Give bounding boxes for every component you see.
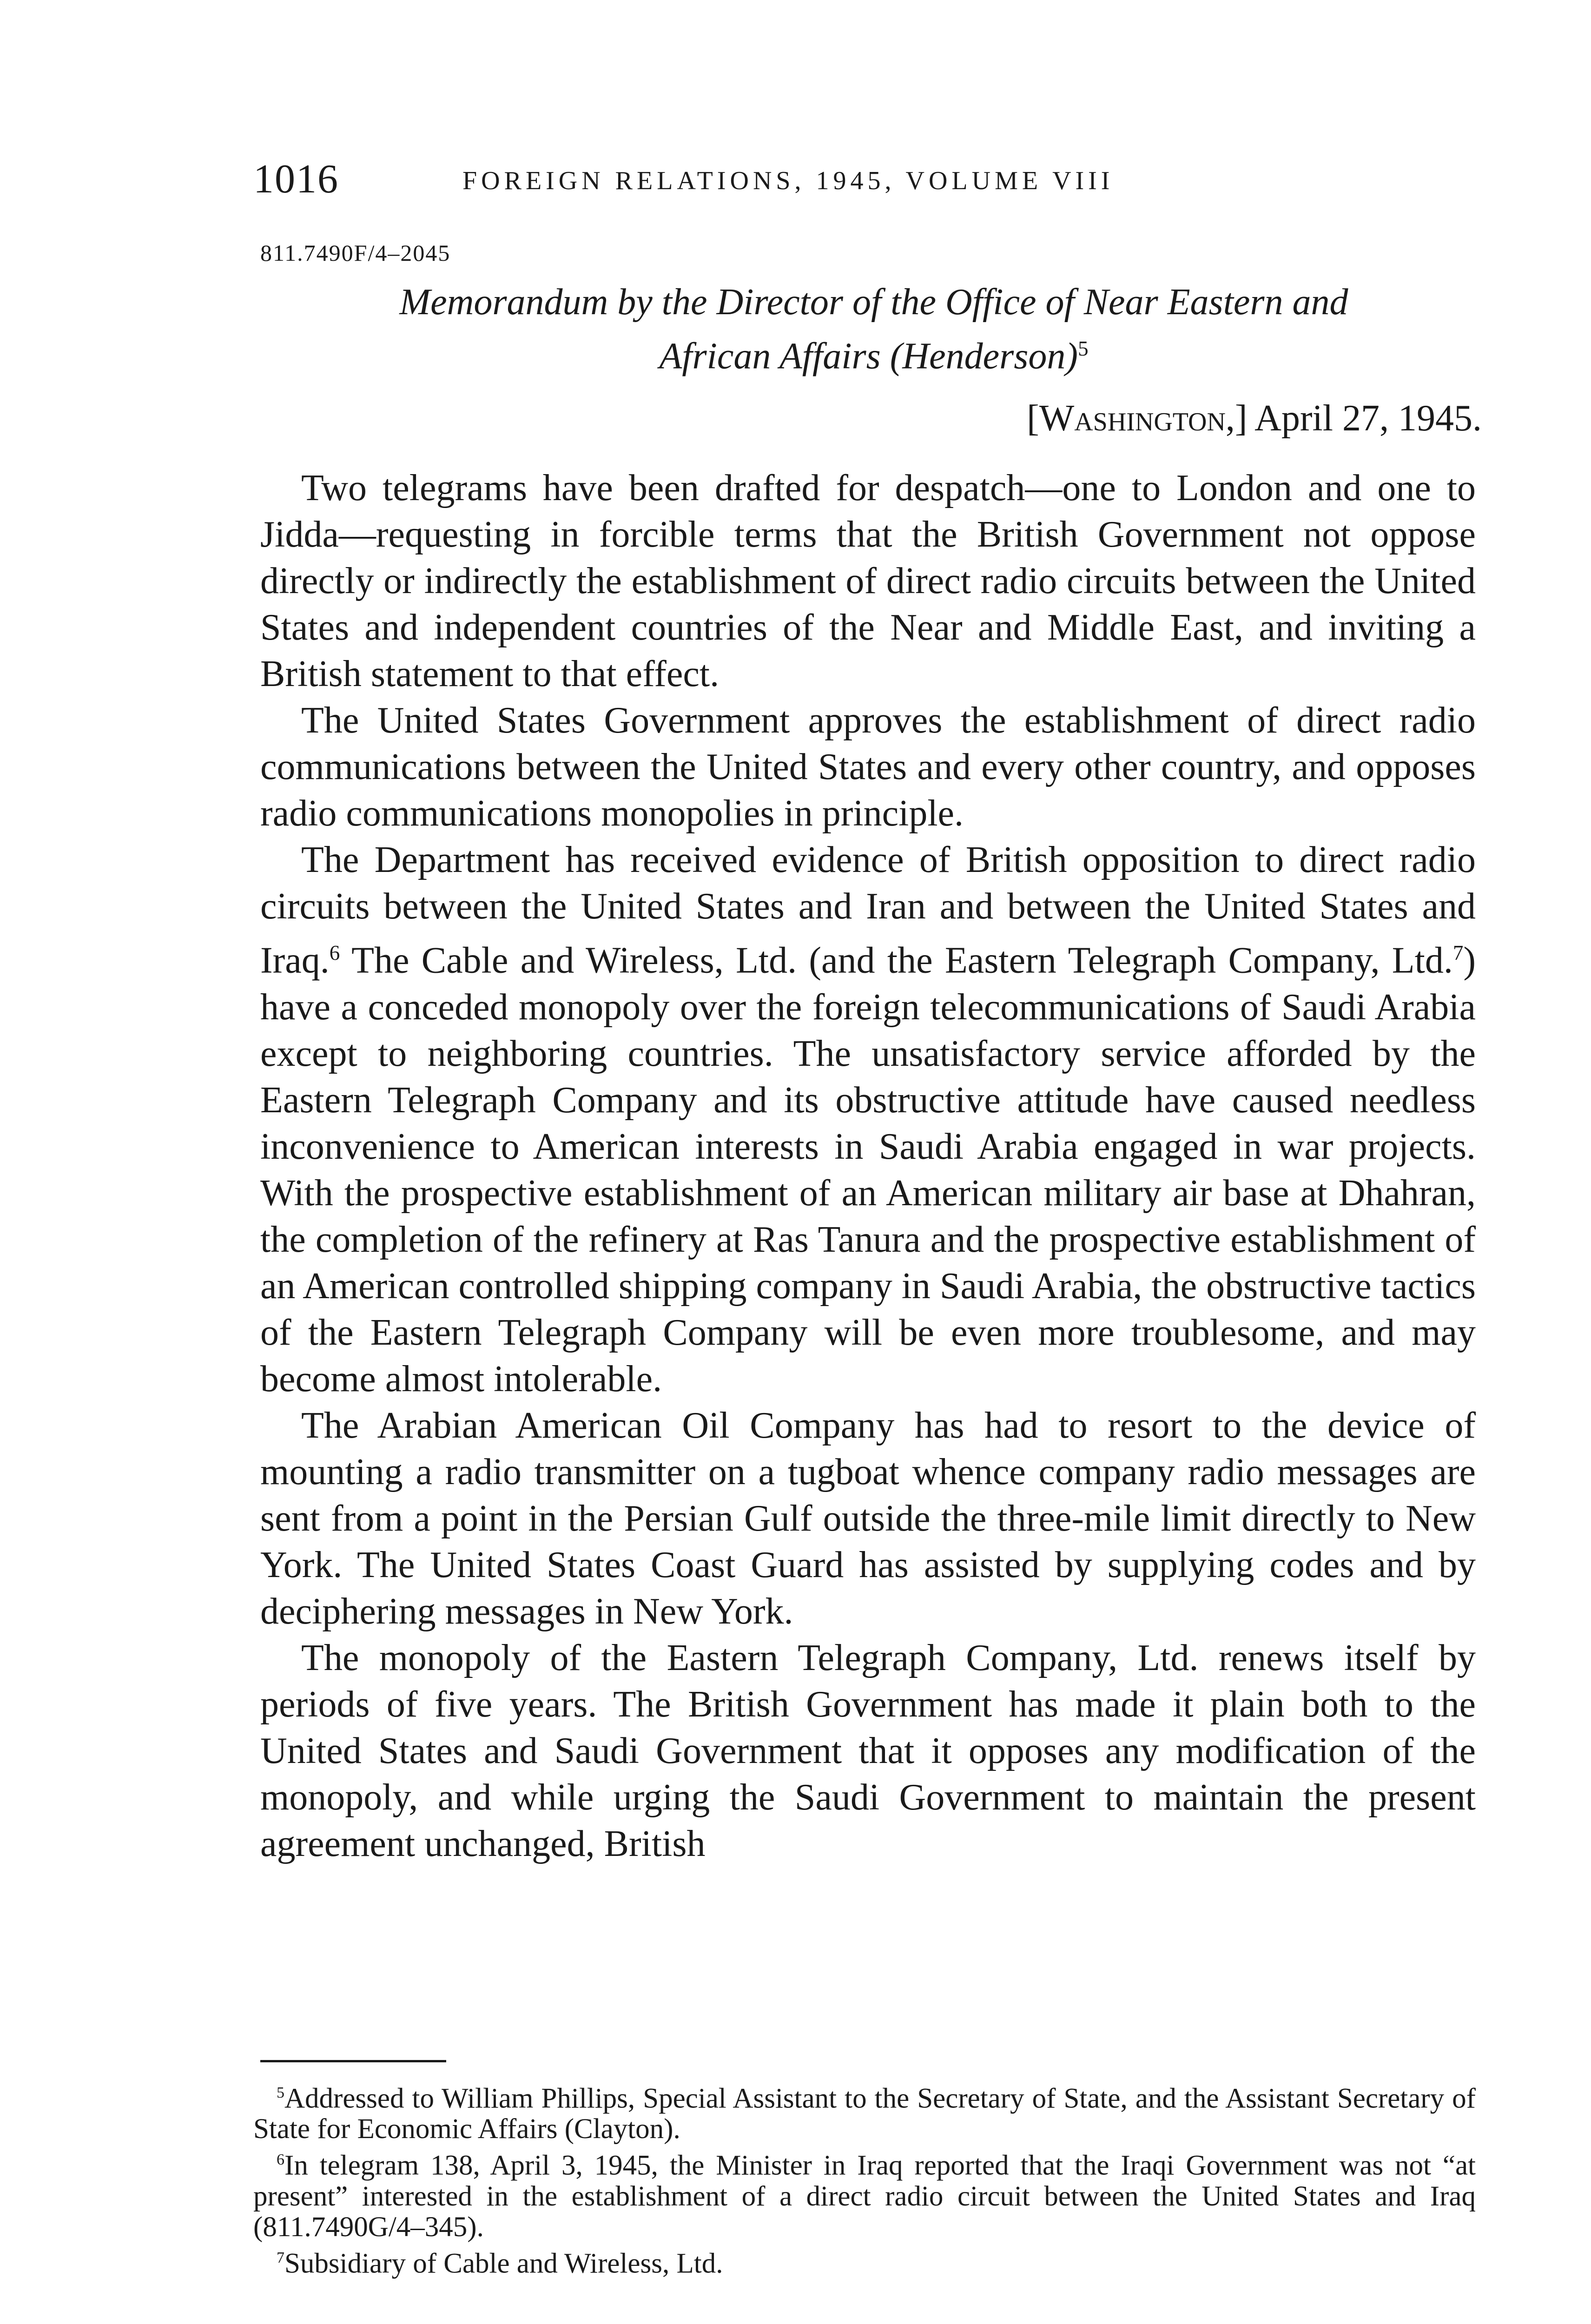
footnote-text: Subsidiary of Cable and Wireless, Ltd. [284, 2247, 723, 2279]
file-reference: 811.7490F/4–2045 [260, 240, 451, 266]
footnote-mark: 7 [277, 2249, 284, 2266]
footnote-text: Addressed to William Phillips, Special Assistant to the Secretary of State, and the Assistant Secretary of State for Economic Affairs (Clayton). [253, 2083, 1476, 2145]
title-line-2-text: African Affairs (Henderson) [659, 336, 1078, 377]
document-title [267, 279, 1480, 380]
footnote-7 [253, 2243, 1476, 2279]
footnotes [253, 2078, 1476, 2279]
paragraph-4: The Arabian American Oil Company has had to resort to the device of mounting a radio transmitter on a tugboat whence company radio messages are sent from a point in the Persian Gulf outside the three-mile limit directly to New York. The United States Coast Guard has assisted by supplying codes and by deciphering messages in New York. [260, 1405, 1476, 1632]
page-header [253, 156, 1471, 211]
paragraph-5: The monopoly of the Eastern Telegraph Company, Ltd. renews itself by periods of five years. The British Government has made it plain both to the United States and Saudi Government that it opposes any modification of the monopoly, and while urging the Saudi Government to maintain the present agreement unchanged, British [260, 1637, 1476, 1864]
footnote-mark: 5 [277, 2084, 284, 2101]
dateline-date: April 27, 1945. [1254, 398, 1482, 439]
footnote-ref-7: 7 [1452, 941, 1464, 964]
footnote-divider [260, 2060, 446, 2062]
paragraph-1: Two telegrams have been drafted for despatch—one to London and one to Jidda—requesting in forcible terms that the British Government not oppose directly or indirectly the establishment of direct radio circuits between the United States and independent countries of the Near and Middle East, and inviting a British statement to that effect. [260, 468, 1476, 694]
dateline: [Washington,] April 27, 1945. [1027, 398, 1482, 439]
running-head: FOREIGN RELATIONS, 1945, VOLUME VIII [462, 166, 1114, 195]
footnote-ref-6: 6 [329, 941, 340, 964]
title-line-2 [267, 325, 1480, 380]
memorandum-body [260, 465, 1476, 1867]
footnote-5 [253, 2078, 1476, 2145]
paragraph-2: The United States Government approves the establishment of direct radio communications between the United States and every other country, and opposes radio communications monopolies in principle. [260, 700, 1476, 834]
title-footnote-mark: 5 [1078, 337, 1089, 360]
paragraph-3-part-a: The Department has received evidence of British opposition to direct radio circuits between the United States and Iran and between the United States and Iraq. [260, 839, 1476, 981]
paragraph-3-part-c: ) have a conceded monopoly over the foreign telecommunications of Saudi Arabia except to neighboring countries. The unsatisfactory service afforded by the Eastern Telegraph Company and its obstructive attitude have caused needless inconvenience to American interests in Saudi Arabia engaged in war projects. With the prospective establishment of an American military air base at Dhahran, the completion of the refinery at Ras Tanura and the prospective establishment of an American controlled shipping company in Saudi Arabia, the obstructive tactics of the Eastern Telegraph Company will be even more troublesome, and may become almost intolerable. [260, 940, 1476, 1400]
dateline-place: Washington, [1039, 398, 1235, 439]
paragraph-3-part-b: The Cable and Wireless, Ltd. (and the Eastern Telegraph Company, Ltd. [340, 940, 1453, 981]
title-line-1: Memorandum by the Director of the Office of Near Eastern and [399, 282, 1348, 323]
footnote-mark: 6 [277, 2151, 284, 2169]
footnote-6 [253, 2145, 1476, 2242]
page-number: 1016 [253, 157, 339, 202]
paragraph-3 [260, 837, 1476, 1402]
footnote-text: In telegram 138, April 3, 1945, the Minister in Iraq reported that the Iraqi Government was not “at present” interested in the establishment of a direct radio circuit between the United States and Iraq (811.7490G/4–345). [253, 2150, 1476, 2243]
